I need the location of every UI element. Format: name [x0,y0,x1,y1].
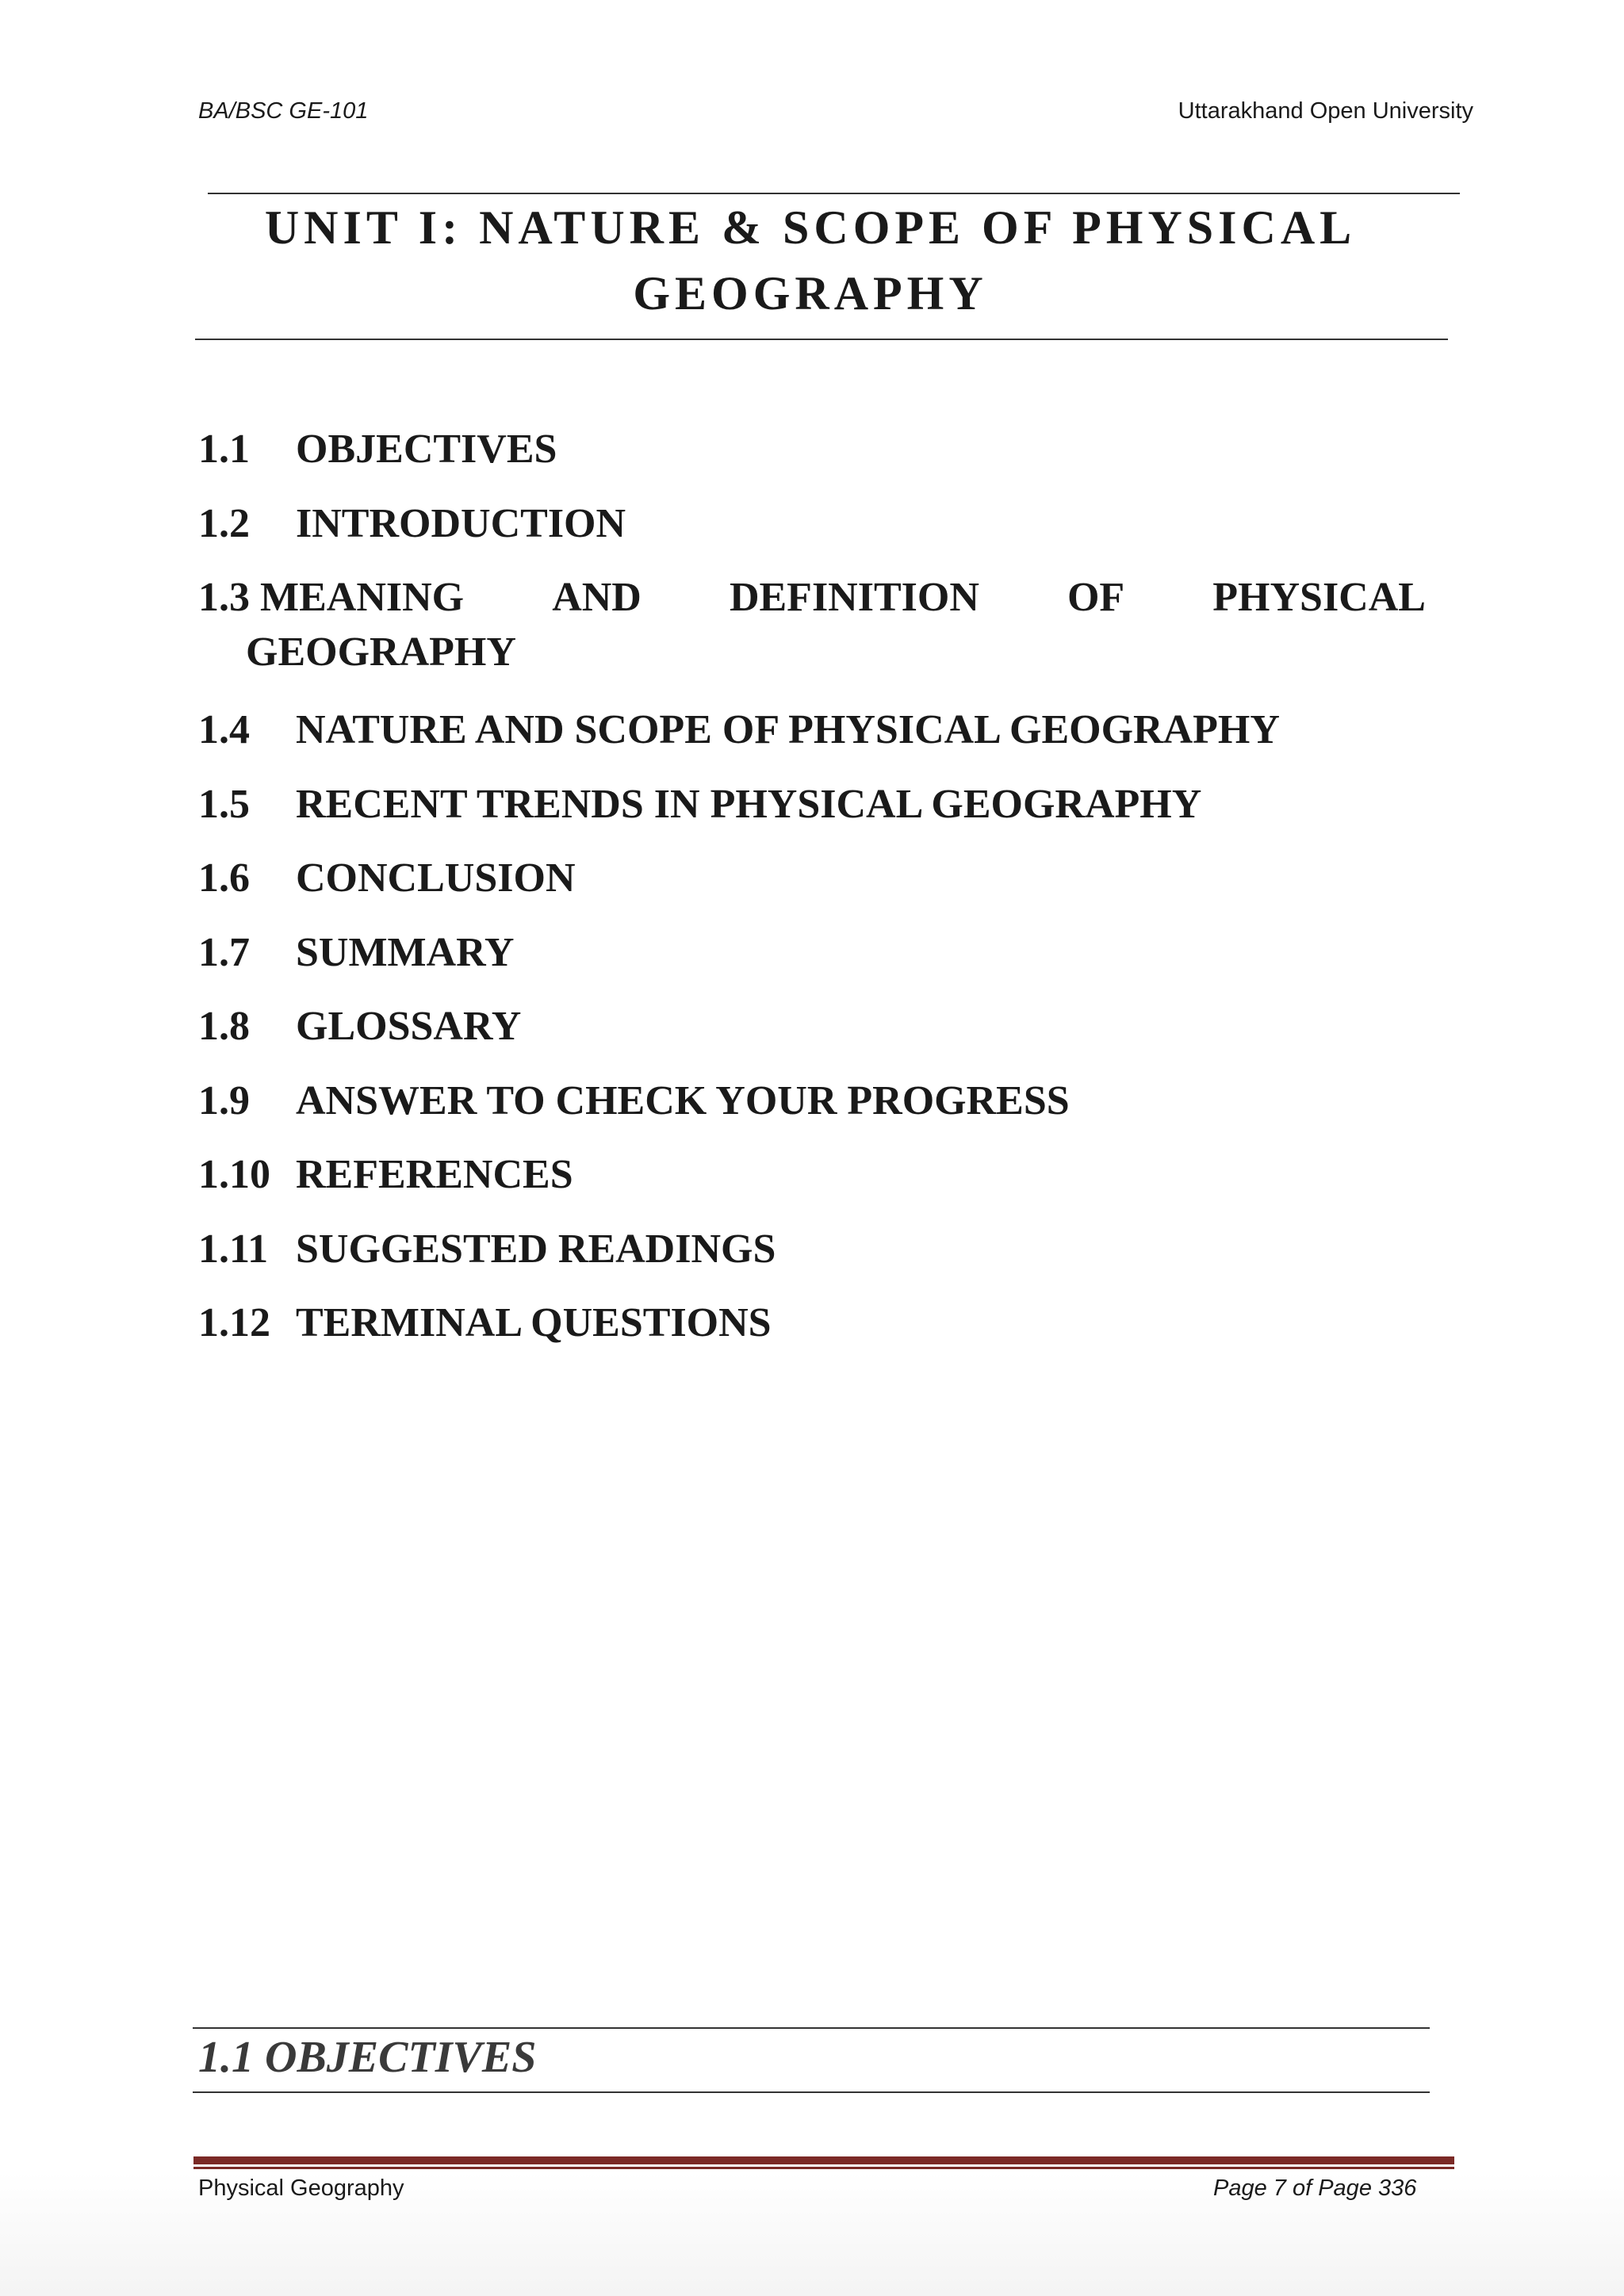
toc-item-references[interactable] [198,1148,1426,1223]
section-heading: 1.1 OBJECTIVES [198,2033,537,2082]
table-of-contents [198,423,1426,1371]
toc-item-number: 1.2 [198,500,250,546]
toc-item-title-line [198,571,1426,625]
toc-item-word: MEANING [260,575,465,620]
toc-item-number: 1.3 [198,575,250,620]
toc-item-number-and-word [198,571,464,625]
toc-item-title: GLOSSARY [296,1004,522,1049]
toc-item-title: SUGGESTED READINGS [296,1226,776,1272]
toc-item-nature-scope[interactable] [198,703,1426,778]
toc-item-suggested-readings[interactable] [198,1223,1426,1297]
toc-item-number: 1.11 [198,1226,269,1272]
toc-item-number: 1.4 [198,707,250,752]
toc-item-title: CONCLUSION [296,855,576,901]
toc-item-introduction[interactable] [198,497,1426,572]
toc-item-word: OF [1067,575,1125,620]
toc-item-word: DEFINITION [729,575,979,620]
title-rule-bottom [195,339,1448,340]
unit-title: UNIT I: NATURE & SCOPE OF PHYSICAL GEOGRAPHY [264,201,1357,320]
toc-item-number: 1.1 [198,427,250,472]
toc-item-word: PHYSICAL [1212,575,1426,620]
toc-item-title: TERMINAL QUESTIONS [296,1300,772,1345]
toc-item-title: INTRODUCTION [296,500,626,546]
toc-item-title: NATURE AND SCOPE OF PHYSICAL GEOGRAPHY [296,707,1280,752]
toc-item-title: OBJECTIVES [296,427,557,472]
toc-item-word: AND [552,575,642,620]
toc-item-number: 1.9 [198,1077,250,1123]
toc-item-conclusion[interactable] [198,851,1426,926]
toc-item-meaning-definition[interactable] [198,571,1426,703]
toc-item-terminal-questions[interactable] [198,1296,1426,1371]
toc-item-answers[interactable] [198,1074,1426,1149]
header-course-code: BA/BSC GE-101 [198,98,369,124]
toc-item-summary[interactable] [198,926,1426,1001]
section-rule-top [193,2027,1430,2029]
toc-item-number: 1.10 [198,1152,270,1197]
toc-item-title-continuation: GEOGRAPHY [246,629,516,675]
toc-item-number: 1.8 [198,1004,250,1049]
header-university: Uttarakhand Open University [1178,98,1473,124]
toc-item-title: REFERENCES [296,1152,573,1197]
toc-item-number: 1.6 [198,855,250,901]
toc-item-title: SUMMARY [296,929,515,975]
section-rule-bottom [193,2091,1430,2093]
toc-item-glossary[interactable] [198,1000,1426,1074]
footer-rule-thin [193,2167,1454,2169]
title-rule-top [208,193,1460,194]
toc-item-title: RECENT TRENDS IN PHYSICAL GEOGRAPHY [296,781,1202,827]
toc-item-number: 1.5 [198,781,250,827]
toc-item-number: 1.7 [198,929,250,975]
footer-rule-thick [193,2156,1454,2164]
toc-item-objectives[interactable] [198,423,1426,497]
toc-item-number: 1.12 [198,1300,270,1345]
footer-subject: Physical Geography [198,2175,404,2201]
toc-item-title: ANSWER TO CHECK YOUR PROGRESS [296,1077,1070,1123]
footer-page-number: Page 7 of Page 336 [1213,2175,1417,2201]
toc-item-recent-trends[interactable] [198,778,1426,852]
